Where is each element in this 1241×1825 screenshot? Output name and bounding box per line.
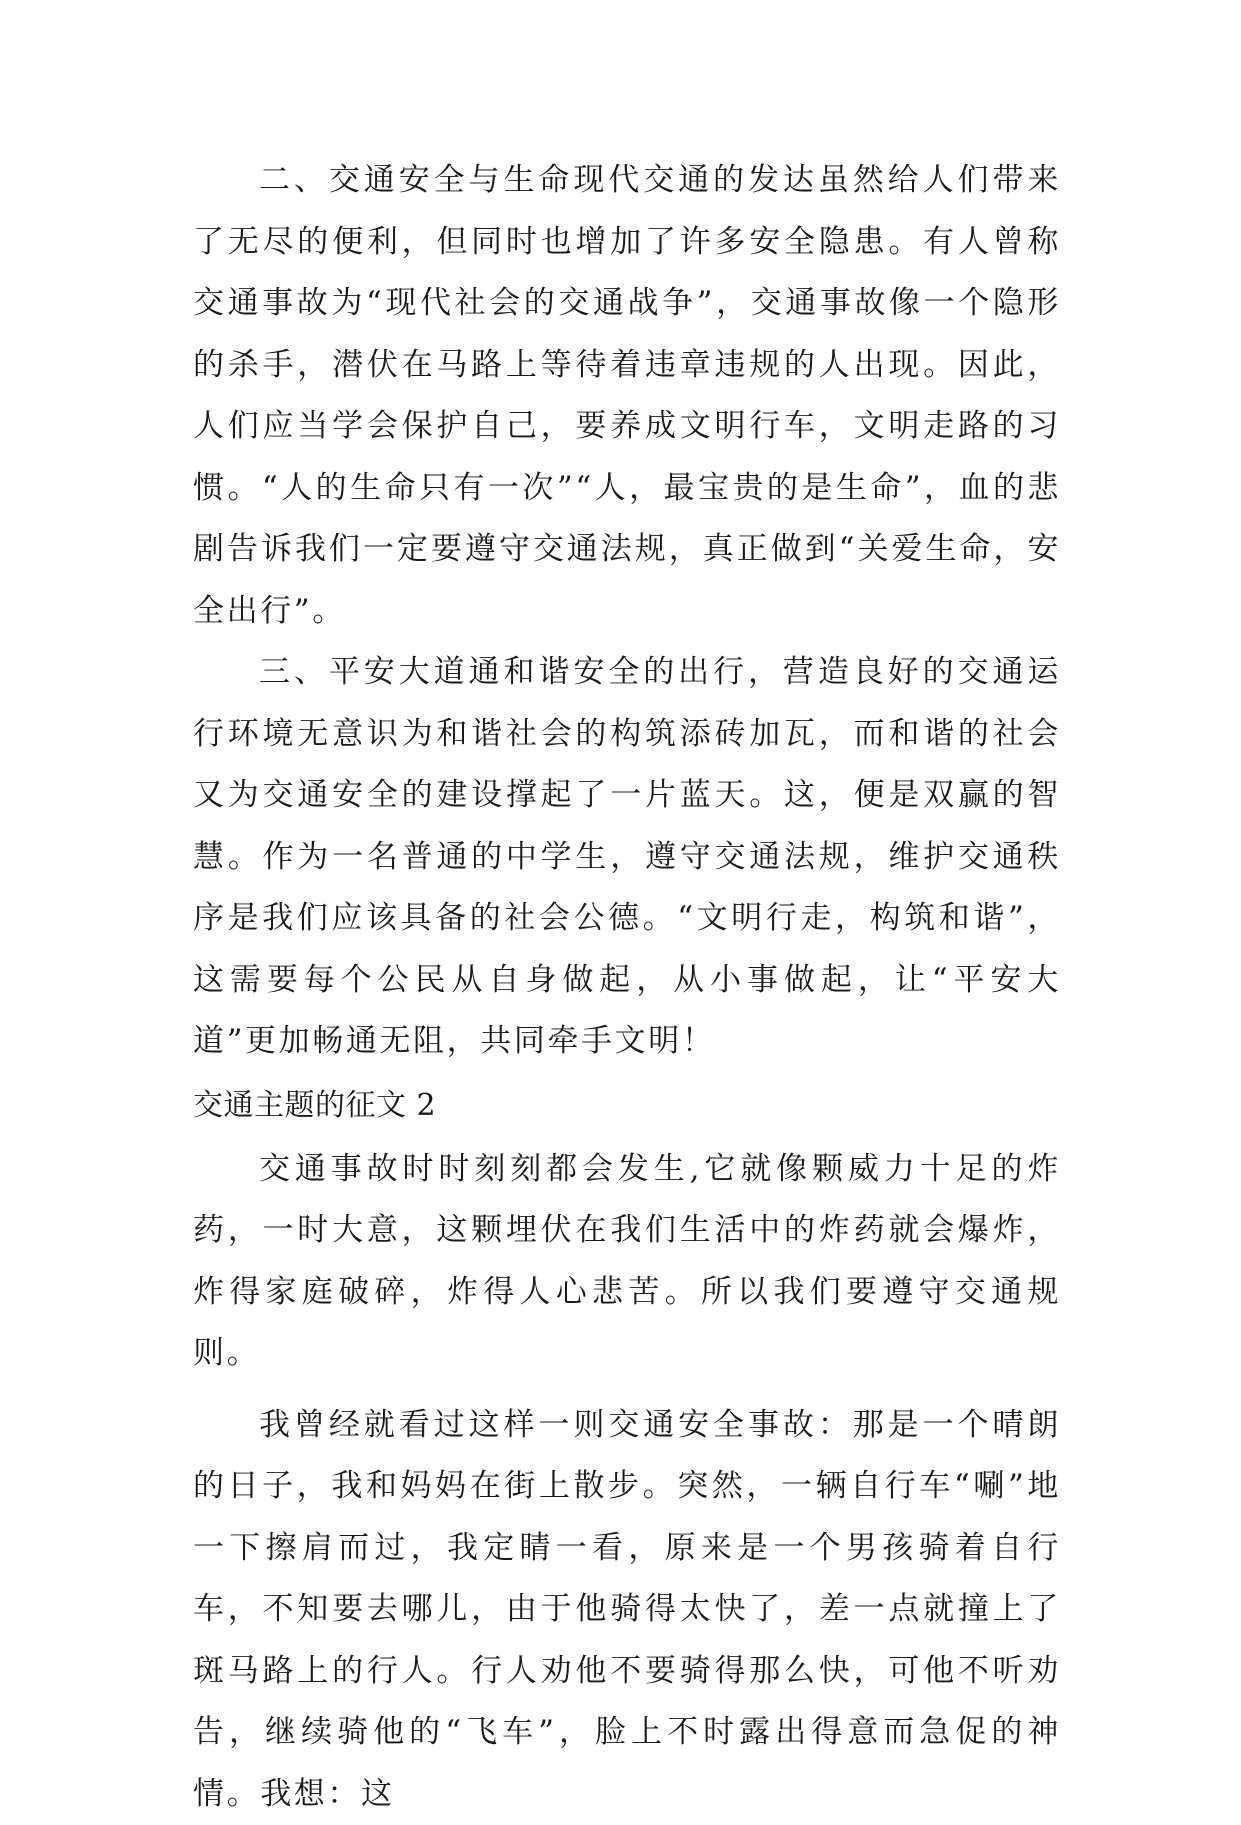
section-title: 交通主题的征文 2 [193, 1075, 1061, 1137]
paragraph-safe-avenue: 三、平安大道通和谐安全的出行，营造良好的交通运行环境无意识为和谐社会的构筑添砖加瓦，而和谐的社会又为交通安全的建设撑起了一片蓝天。这，便是双赢的智慧。作为一名普通的中学生，遵守交通法规，维护交通秩序是我们应该具备的社会公德。“文明行走，构筑和谐”，这需要每个公民从自身做起，从小事做起，让“平安大道”更加畅通无阻，共同牵手文明！ [193, 642, 1061, 1073]
paragraph-traffic-accidents: 交通事故时时刻刻都会发生,它就像颗威力十足的炸药，一时大意，这颗埋伏在我们生活中的炸药就会爆炸，炸得家庭破碎，炸得人心悲苦。所以我们要遵守交通规则。 [193, 1139, 1061, 1385]
paragraph-bicycle-story: 我曾经就看过这样一则交通安全事故：那是一个晴朗的日子，我和妈妈在街上散步。突然，一辆自行车“唰”地一下擦肩而过，我定睛一看，原来是一个男孩骑着自行车，不知要去哪儿，由于他骑得太快了，差一点就撞上了斑马路上的行人。行人劝他不要骑得那么快，可他不听劝告，继续骑他的“飞车”，脸上不时露出得意而急促的神情。我想：这 [193, 1395, 1061, 1825]
paragraph-traffic-safety-and-life: 二、交通安全与生命现代交通的发达虽然给人们带来了无尽的便利，但同时也增加了许多安全隐患。有人曾称交通事故为“现代社会的交通战争”，交通事故像一个隐形的杀手，潜伏在马路上等待着违章违规的人出现。因此，人们应当学会保护自己，要养成文明行车，文明走路的习惯。“人的生命只有一次”“人，最宝贵的是生命”，血的悲剧告诉我们一定要遵守交通法规，真正做到“关爱生命，安全出行”。 [193, 150, 1061, 642]
document-body [193, 150, 1061, 1825]
